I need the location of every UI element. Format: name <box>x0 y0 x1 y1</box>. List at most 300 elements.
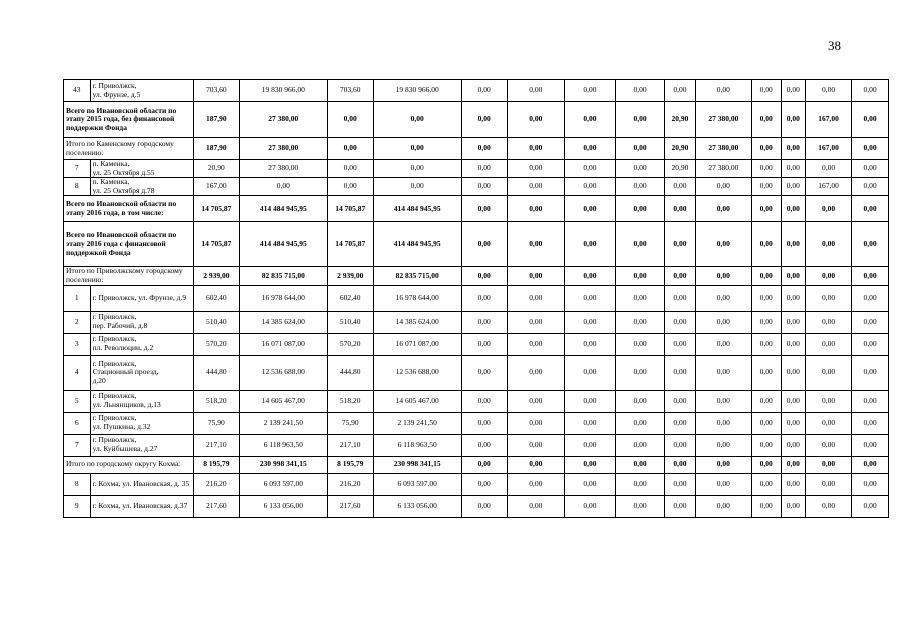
value-cell: 0,00 <box>852 102 889 138</box>
value-cell: 0,00 <box>615 434 664 456</box>
value-cell: 167,00 <box>193 178 239 196</box>
value-cell: 187,90 <box>193 138 239 160</box>
value-cell: 230 998 341,15 <box>373 456 461 473</box>
value-cell: 0,00 <box>507 267 564 285</box>
value-cell: 414 484 945,95 <box>239 222 327 267</box>
value-cell: 0,00 <box>564 355 615 390</box>
value-cell: 0,00 <box>665 456 696 473</box>
value-cell: 6 093 597,00 <box>239 473 327 495</box>
address-cell: п. Каменка, ул. 25 Октября д.78 <box>90 178 193 196</box>
value-cell: 8 195,79 <box>327 456 373 473</box>
value-cell: 0,00 <box>852 138 889 160</box>
value-cell: 82 835 715,00 <box>239 267 327 285</box>
value-cell: 703,60 <box>193 80 239 102</box>
value-cell: 0,00 <box>852 222 889 267</box>
value-cell: 14 385 624,00 <box>239 311 327 333</box>
value-cell: 0,00 <box>751 267 781 285</box>
row-number: 7 <box>64 434 91 456</box>
value-cell: 0,00 <box>665 285 696 311</box>
value-cell: 230 998 341,15 <box>239 456 327 473</box>
value-cell: 703,60 <box>327 80 373 102</box>
value-cell: 0,00 <box>806 222 852 267</box>
value-cell: 0,00 <box>695 495 751 517</box>
value-cell: 0,00 <box>507 102 564 138</box>
value-cell: 0,00 <box>507 80 564 102</box>
summary-label: Итого по городскому округу Кохма: <box>64 456 194 473</box>
value-cell: 0,00 <box>564 102 615 138</box>
value-cell: 0,00 <box>665 434 696 456</box>
value-cell: 2 939,00 <box>327 267 373 285</box>
value-cell: 0,00 <box>852 473 889 495</box>
value-cell: 0,00 <box>564 178 615 196</box>
value-cell: 0,00 <box>373 138 461 160</box>
value-cell: 217,60 <box>327 495 373 517</box>
value-cell: 216,20 <box>327 473 373 495</box>
value-cell: 510,40 <box>327 311 373 333</box>
value-cell: 2 939,00 <box>193 267 239 285</box>
value-cell: 0,00 <box>806 473 852 495</box>
summary-row <box>64 456 889 473</box>
value-cell: 0,00 <box>665 80 696 102</box>
value-cell: 518,20 <box>327 390 373 412</box>
value-cell: 0,00 <box>751 355 781 390</box>
value-cell: 27 380,00 <box>695 138 751 160</box>
value-cell: 16 071 087,00 <box>373 333 461 355</box>
value-cell: 14 605 467,00 <box>239 390 327 412</box>
summary-label: Итого по Каменскому городскому поселению: <box>64 138 194 160</box>
value-cell: 20,90 <box>665 160 696 178</box>
address-cell: г. Кохма, ул. Ивановская, д.37 <box>90 495 193 517</box>
value-cell: 0,00 <box>781 285 806 311</box>
value-cell: 0,00 <box>781 333 806 355</box>
table-row <box>64 285 889 311</box>
summary-row <box>64 222 889 267</box>
value-cell: 8 195,79 <box>193 456 239 473</box>
value-cell: 0,00 <box>665 311 696 333</box>
value-cell: 0,00 <box>615 456 664 473</box>
value-cell: 0,00 <box>615 196 664 222</box>
value-cell: 0,00 <box>327 160 373 178</box>
value-cell: 217,10 <box>193 434 239 456</box>
value-cell: 0,00 <box>507 473 564 495</box>
value-cell: 0,00 <box>751 412 781 434</box>
value-cell: 0,00 <box>806 333 852 355</box>
housing-program-table <box>63 79 889 518</box>
value-cell: 14 705,87 <box>327 222 373 267</box>
value-cell: 0,00 <box>507 138 564 160</box>
table-row <box>64 495 889 517</box>
value-cell: 0,00 <box>461 311 507 333</box>
value-cell: 0,00 <box>461 434 507 456</box>
value-cell: 0,00 <box>461 178 507 196</box>
table-row <box>64 434 889 456</box>
value-cell: 0,00 <box>695 178 751 196</box>
address-cell: г. Приволжск, ул. Пушкина, д.32 <box>90 412 193 434</box>
value-cell: 0,00 <box>781 495 806 517</box>
summary-label: Всего по Ивановской области по этапу 2016 года, в том числе: <box>64 196 194 222</box>
value-cell: 0,00 <box>507 285 564 311</box>
value-cell: 0,00 <box>615 138 664 160</box>
value-cell: 602,40 <box>193 285 239 311</box>
value-cell: 20,90 <box>193 160 239 178</box>
value-cell: 0,00 <box>507 390 564 412</box>
value-cell: 0,00 <box>751 178 781 196</box>
value-cell: 0,00 <box>806 160 852 178</box>
value-cell: 0,00 <box>564 495 615 517</box>
value-cell: 510,40 <box>193 311 239 333</box>
value-cell: 0,00 <box>507 222 564 267</box>
value-cell: 570,20 <box>327 333 373 355</box>
value-cell: 0,00 <box>373 178 461 196</box>
value-cell: 27 380,00 <box>239 138 327 160</box>
value-cell: 0,00 <box>852 412 889 434</box>
value-cell: 0,00 <box>564 160 615 178</box>
value-cell: 0,00 <box>852 285 889 311</box>
value-cell: 0,00 <box>373 102 461 138</box>
value-cell: 0,00 <box>373 160 461 178</box>
value-cell: 0,00 <box>751 138 781 160</box>
value-cell: 0,00 <box>806 412 852 434</box>
value-cell: 0,00 <box>615 355 664 390</box>
value-cell: 0,00 <box>781 160 806 178</box>
value-cell: 0,00 <box>327 138 373 160</box>
value-cell: 0,00 <box>615 80 664 102</box>
value-cell: 0,00 <box>239 178 327 196</box>
table-row <box>64 80 889 102</box>
value-cell: 0,00 <box>781 138 806 160</box>
value-cell: 0,00 <box>695 456 751 473</box>
value-cell: 0,00 <box>507 311 564 333</box>
value-cell: 0,00 <box>461 138 507 160</box>
value-cell: 0,00 <box>665 473 696 495</box>
value-cell: 0,00 <box>781 102 806 138</box>
value-cell: 0,00 <box>461 196 507 222</box>
row-number: 6 <box>64 412 91 434</box>
value-cell: 0,00 <box>781 473 806 495</box>
row-number: 8 <box>64 178 91 196</box>
value-cell: 0,00 <box>615 285 664 311</box>
value-cell: 0,00 <box>781 196 806 222</box>
value-cell: 16 071 087,00 <box>239 333 327 355</box>
value-cell: 0,00 <box>665 390 696 412</box>
value-cell: 0,00 <box>751 456 781 473</box>
row-number: 43 <box>64 80 91 102</box>
value-cell: 0,00 <box>781 178 806 196</box>
value-cell: 0,00 <box>852 495 889 517</box>
value-cell: 0,00 <box>327 102 373 138</box>
value-cell: 0,00 <box>564 222 615 267</box>
value-cell: 0,00 <box>806 311 852 333</box>
summary-row <box>64 267 889 285</box>
value-cell: 444,80 <box>193 355 239 390</box>
value-cell: 0,00 <box>695 80 751 102</box>
value-cell: 0,00 <box>751 495 781 517</box>
value-cell: 0,00 <box>507 160 564 178</box>
value-cell: 414 484 945,95 <box>239 196 327 222</box>
value-cell: 27 380,00 <box>239 102 327 138</box>
value-cell: 0,00 <box>781 222 806 267</box>
value-cell: 0,00 <box>781 434 806 456</box>
value-cell: 0,00 <box>461 160 507 178</box>
value-cell: 0,00 <box>461 333 507 355</box>
value-cell: 0,00 <box>507 434 564 456</box>
value-cell: 0,00 <box>751 473 781 495</box>
row-number: 1 <box>64 285 91 311</box>
value-cell: 0,00 <box>695 196 751 222</box>
value-cell: 6 133 056,00 <box>373 495 461 517</box>
value-cell: 6 118 963,50 <box>373 434 461 456</box>
value-cell: 0,00 <box>461 456 507 473</box>
value-cell: 0,00 <box>507 412 564 434</box>
value-cell: 0,00 <box>665 333 696 355</box>
value-cell: 0,00 <box>751 196 781 222</box>
value-cell: 0,00 <box>564 138 615 160</box>
value-cell: 217,60 <box>193 495 239 517</box>
address-cell: г. Приволжск, ул. Куйбышева, д.27 <box>90 434 193 456</box>
value-cell: 0,00 <box>751 80 781 102</box>
value-cell: 19 830 966,00 <box>239 80 327 102</box>
value-cell: 0,00 <box>461 102 507 138</box>
value-cell: 12 536 688,00 <box>373 355 461 390</box>
value-cell: 0,00 <box>695 285 751 311</box>
value-cell: 0,00 <box>461 412 507 434</box>
value-cell: 0,00 <box>507 355 564 390</box>
value-cell: 0,00 <box>615 495 664 517</box>
value-cell: 0,00 <box>852 434 889 456</box>
value-cell: 0,00 <box>852 355 889 390</box>
value-cell: 0,00 <box>806 456 852 473</box>
value-cell: 0,00 <box>806 196 852 222</box>
value-cell: 0,00 <box>615 102 664 138</box>
value-cell: 6 093 597,00 <box>373 473 461 495</box>
value-cell: 0,00 <box>507 495 564 517</box>
value-cell: 0,00 <box>781 412 806 434</box>
value-cell: 0,00 <box>695 222 751 267</box>
value-cell: 75,90 <box>327 412 373 434</box>
value-cell: 0,00 <box>695 390 751 412</box>
page-number: 38 <box>828 38 841 53</box>
value-cell: 0,00 <box>665 178 696 196</box>
value-cell: 0,00 <box>615 473 664 495</box>
summary-row <box>64 196 889 222</box>
value-cell: 0,00 <box>507 178 564 196</box>
address-cell: г. Приволжск, пл. Революции, д.2 <box>90 333 193 355</box>
value-cell: 0,00 <box>615 267 664 285</box>
value-cell: 14 605 467,00 <box>373 390 461 412</box>
value-cell: 0,00 <box>564 390 615 412</box>
value-cell: 0,00 <box>695 412 751 434</box>
value-cell: 518,20 <box>193 390 239 412</box>
value-cell: 0,00 <box>695 311 751 333</box>
table-row <box>64 333 889 355</box>
value-cell: 27 380,00 <box>695 160 751 178</box>
value-cell: 0,00 <box>806 434 852 456</box>
value-cell: 0,00 <box>615 178 664 196</box>
value-cell: 0,00 <box>751 285 781 311</box>
row-number: 9 <box>64 495 91 517</box>
value-cell: 0,00 <box>751 102 781 138</box>
summary-label: Всего по Ивановской области по этапу 2016 года с финансовой поддержкой Фонда <box>64 222 194 267</box>
value-cell: 82 835 715,00 <box>373 267 461 285</box>
value-cell: 0,00 <box>615 311 664 333</box>
value-cell: 0,00 <box>665 222 696 267</box>
table-row <box>64 178 889 196</box>
address-cell: г. Приволжск, пер. Рабочий, д.8 <box>90 311 193 333</box>
value-cell: 570,20 <box>193 333 239 355</box>
value-cell: 0,00 <box>695 333 751 355</box>
value-cell: 27 380,00 <box>695 102 751 138</box>
value-cell: 0,00 <box>852 390 889 412</box>
value-cell: 0,00 <box>564 196 615 222</box>
value-cell: 0,00 <box>751 390 781 412</box>
value-cell: 216,20 <box>193 473 239 495</box>
table-row <box>64 311 889 333</box>
value-cell: 0,00 <box>852 160 889 178</box>
value-cell: 167,00 <box>806 138 852 160</box>
value-cell: 27 380,00 <box>239 160 327 178</box>
value-cell: 0,00 <box>564 285 615 311</box>
value-cell: 0,00 <box>461 495 507 517</box>
value-cell: 0,00 <box>564 80 615 102</box>
table-row <box>64 412 889 434</box>
value-cell: 0,00 <box>806 285 852 311</box>
value-cell: 0,00 <box>507 456 564 473</box>
summary-label: Всего по Ивановской области по этапу 2015 года, без финансовой поддержки Фонда <box>64 102 194 138</box>
value-cell: 0,00 <box>461 267 507 285</box>
value-cell: 0,00 <box>461 80 507 102</box>
address-cell: п. Каменка, ул. 25 Октября д.55 <box>90 160 193 178</box>
value-cell: 0,00 <box>806 80 852 102</box>
value-cell: 0,00 <box>507 196 564 222</box>
value-cell: 75,90 <box>193 412 239 434</box>
value-cell: 0,00 <box>781 355 806 390</box>
value-cell: 0,00 <box>327 178 373 196</box>
value-cell: 2 139 241,50 <box>373 412 461 434</box>
value-cell: 0,00 <box>461 285 507 311</box>
table-row <box>64 355 889 390</box>
value-cell: 0,00 <box>615 160 664 178</box>
summary-label: Итого по Приволжскому городскому поселению: <box>64 267 194 285</box>
address-cell: г. Приволжск, ул. Льнянщиков, д.13 <box>90 390 193 412</box>
value-cell: 20,90 <box>665 138 696 160</box>
value-cell: 0,00 <box>852 333 889 355</box>
value-cell: 0,00 <box>665 495 696 517</box>
value-cell: 0,00 <box>695 267 751 285</box>
value-cell: 0,00 <box>695 355 751 390</box>
row-number: 7 <box>64 160 91 178</box>
value-cell: 0,00 <box>781 267 806 285</box>
row-number: 4 <box>64 355 91 390</box>
value-cell: 0,00 <box>564 267 615 285</box>
value-cell: 20,90 <box>665 102 696 138</box>
value-cell: 0,00 <box>751 222 781 267</box>
value-cell: 0,00 <box>781 311 806 333</box>
value-cell: 414 484 945,95 <box>373 222 461 267</box>
value-cell: 187,90 <box>193 102 239 138</box>
summary-row <box>64 138 889 160</box>
value-cell: 14 705,87 <box>193 196 239 222</box>
value-cell: 2 139 241,50 <box>239 412 327 434</box>
table-row <box>64 160 889 178</box>
address-cell: г. Приволжск, Стационный проезд, д.20 <box>90 355 193 390</box>
value-cell: 19 830 966,00 <box>373 80 461 102</box>
value-cell: 0,00 <box>806 495 852 517</box>
value-cell: 167,00 <box>806 178 852 196</box>
value-cell: 12 536 688,00 <box>239 355 327 390</box>
value-cell: 0,00 <box>564 333 615 355</box>
value-cell: 0,00 <box>665 267 696 285</box>
row-number: 5 <box>64 390 91 412</box>
value-cell: 0,00 <box>852 178 889 196</box>
value-cell: 0,00 <box>665 355 696 390</box>
table-body <box>64 80 889 518</box>
value-cell: 0,00 <box>564 311 615 333</box>
value-cell: 16 978 644,00 <box>239 285 327 311</box>
value-cell: 0,00 <box>781 456 806 473</box>
value-cell: 0,00 <box>781 80 806 102</box>
value-cell: 16 978 644,00 <box>373 285 461 311</box>
value-cell: 14 705,87 <box>193 222 239 267</box>
value-cell: 0,00 <box>461 222 507 267</box>
value-cell: 0,00 <box>695 434 751 456</box>
value-cell: 0,00 <box>615 390 664 412</box>
value-cell: 0,00 <box>615 222 664 267</box>
row-number: 3 <box>64 333 91 355</box>
value-cell: 0,00 <box>852 267 889 285</box>
value-cell: 6 118 963,50 <box>239 434 327 456</box>
value-cell: 0,00 <box>852 80 889 102</box>
address-cell: г. Приволжск, ул. Фрунзе, д.9 <box>90 285 193 311</box>
value-cell: 0,00 <box>461 355 507 390</box>
value-cell: 414 484 945,95 <box>373 196 461 222</box>
address-cell: г. Приволжск, ул. Фрунзе, д.5 <box>90 80 193 102</box>
table-row <box>64 473 889 495</box>
value-cell: 0,00 <box>695 473 751 495</box>
value-cell: 0,00 <box>615 333 664 355</box>
value-cell: 0,00 <box>751 333 781 355</box>
summary-row <box>64 102 889 138</box>
value-cell: 14 705,87 <box>327 196 373 222</box>
value-cell: 0,00 <box>806 390 852 412</box>
value-cell: 0,00 <box>852 196 889 222</box>
value-cell: 0,00 <box>665 196 696 222</box>
value-cell: 167,00 <box>806 102 852 138</box>
value-cell: 0,00 <box>564 456 615 473</box>
value-cell: 0,00 <box>665 412 696 434</box>
value-cell: 0,00 <box>806 355 852 390</box>
address-cell: г. Кохма, ул. Ивановская, д. 35 <box>90 473 193 495</box>
value-cell: 0,00 <box>852 456 889 473</box>
value-cell: 0,00 <box>564 473 615 495</box>
table-row <box>64 390 889 412</box>
value-cell: 0,00 <box>806 267 852 285</box>
value-cell: 0,00 <box>751 311 781 333</box>
value-cell: 0,00 <box>852 311 889 333</box>
value-cell: 0,00 <box>751 160 781 178</box>
value-cell: 6 133 056,00 <box>239 495 327 517</box>
value-cell: 444,80 <box>327 355 373 390</box>
value-cell: 0,00 <box>507 333 564 355</box>
value-cell: 14 385 624,00 <box>373 311 461 333</box>
value-cell: 0,00 <box>564 434 615 456</box>
value-cell: 0,00 <box>461 390 507 412</box>
value-cell: 602,40 <box>327 285 373 311</box>
row-number: 2 <box>64 311 91 333</box>
value-cell: 0,00 <box>564 412 615 434</box>
value-cell: 0,00 <box>781 390 806 412</box>
value-cell: 0,00 <box>461 473 507 495</box>
value-cell: 0,00 <box>751 434 781 456</box>
